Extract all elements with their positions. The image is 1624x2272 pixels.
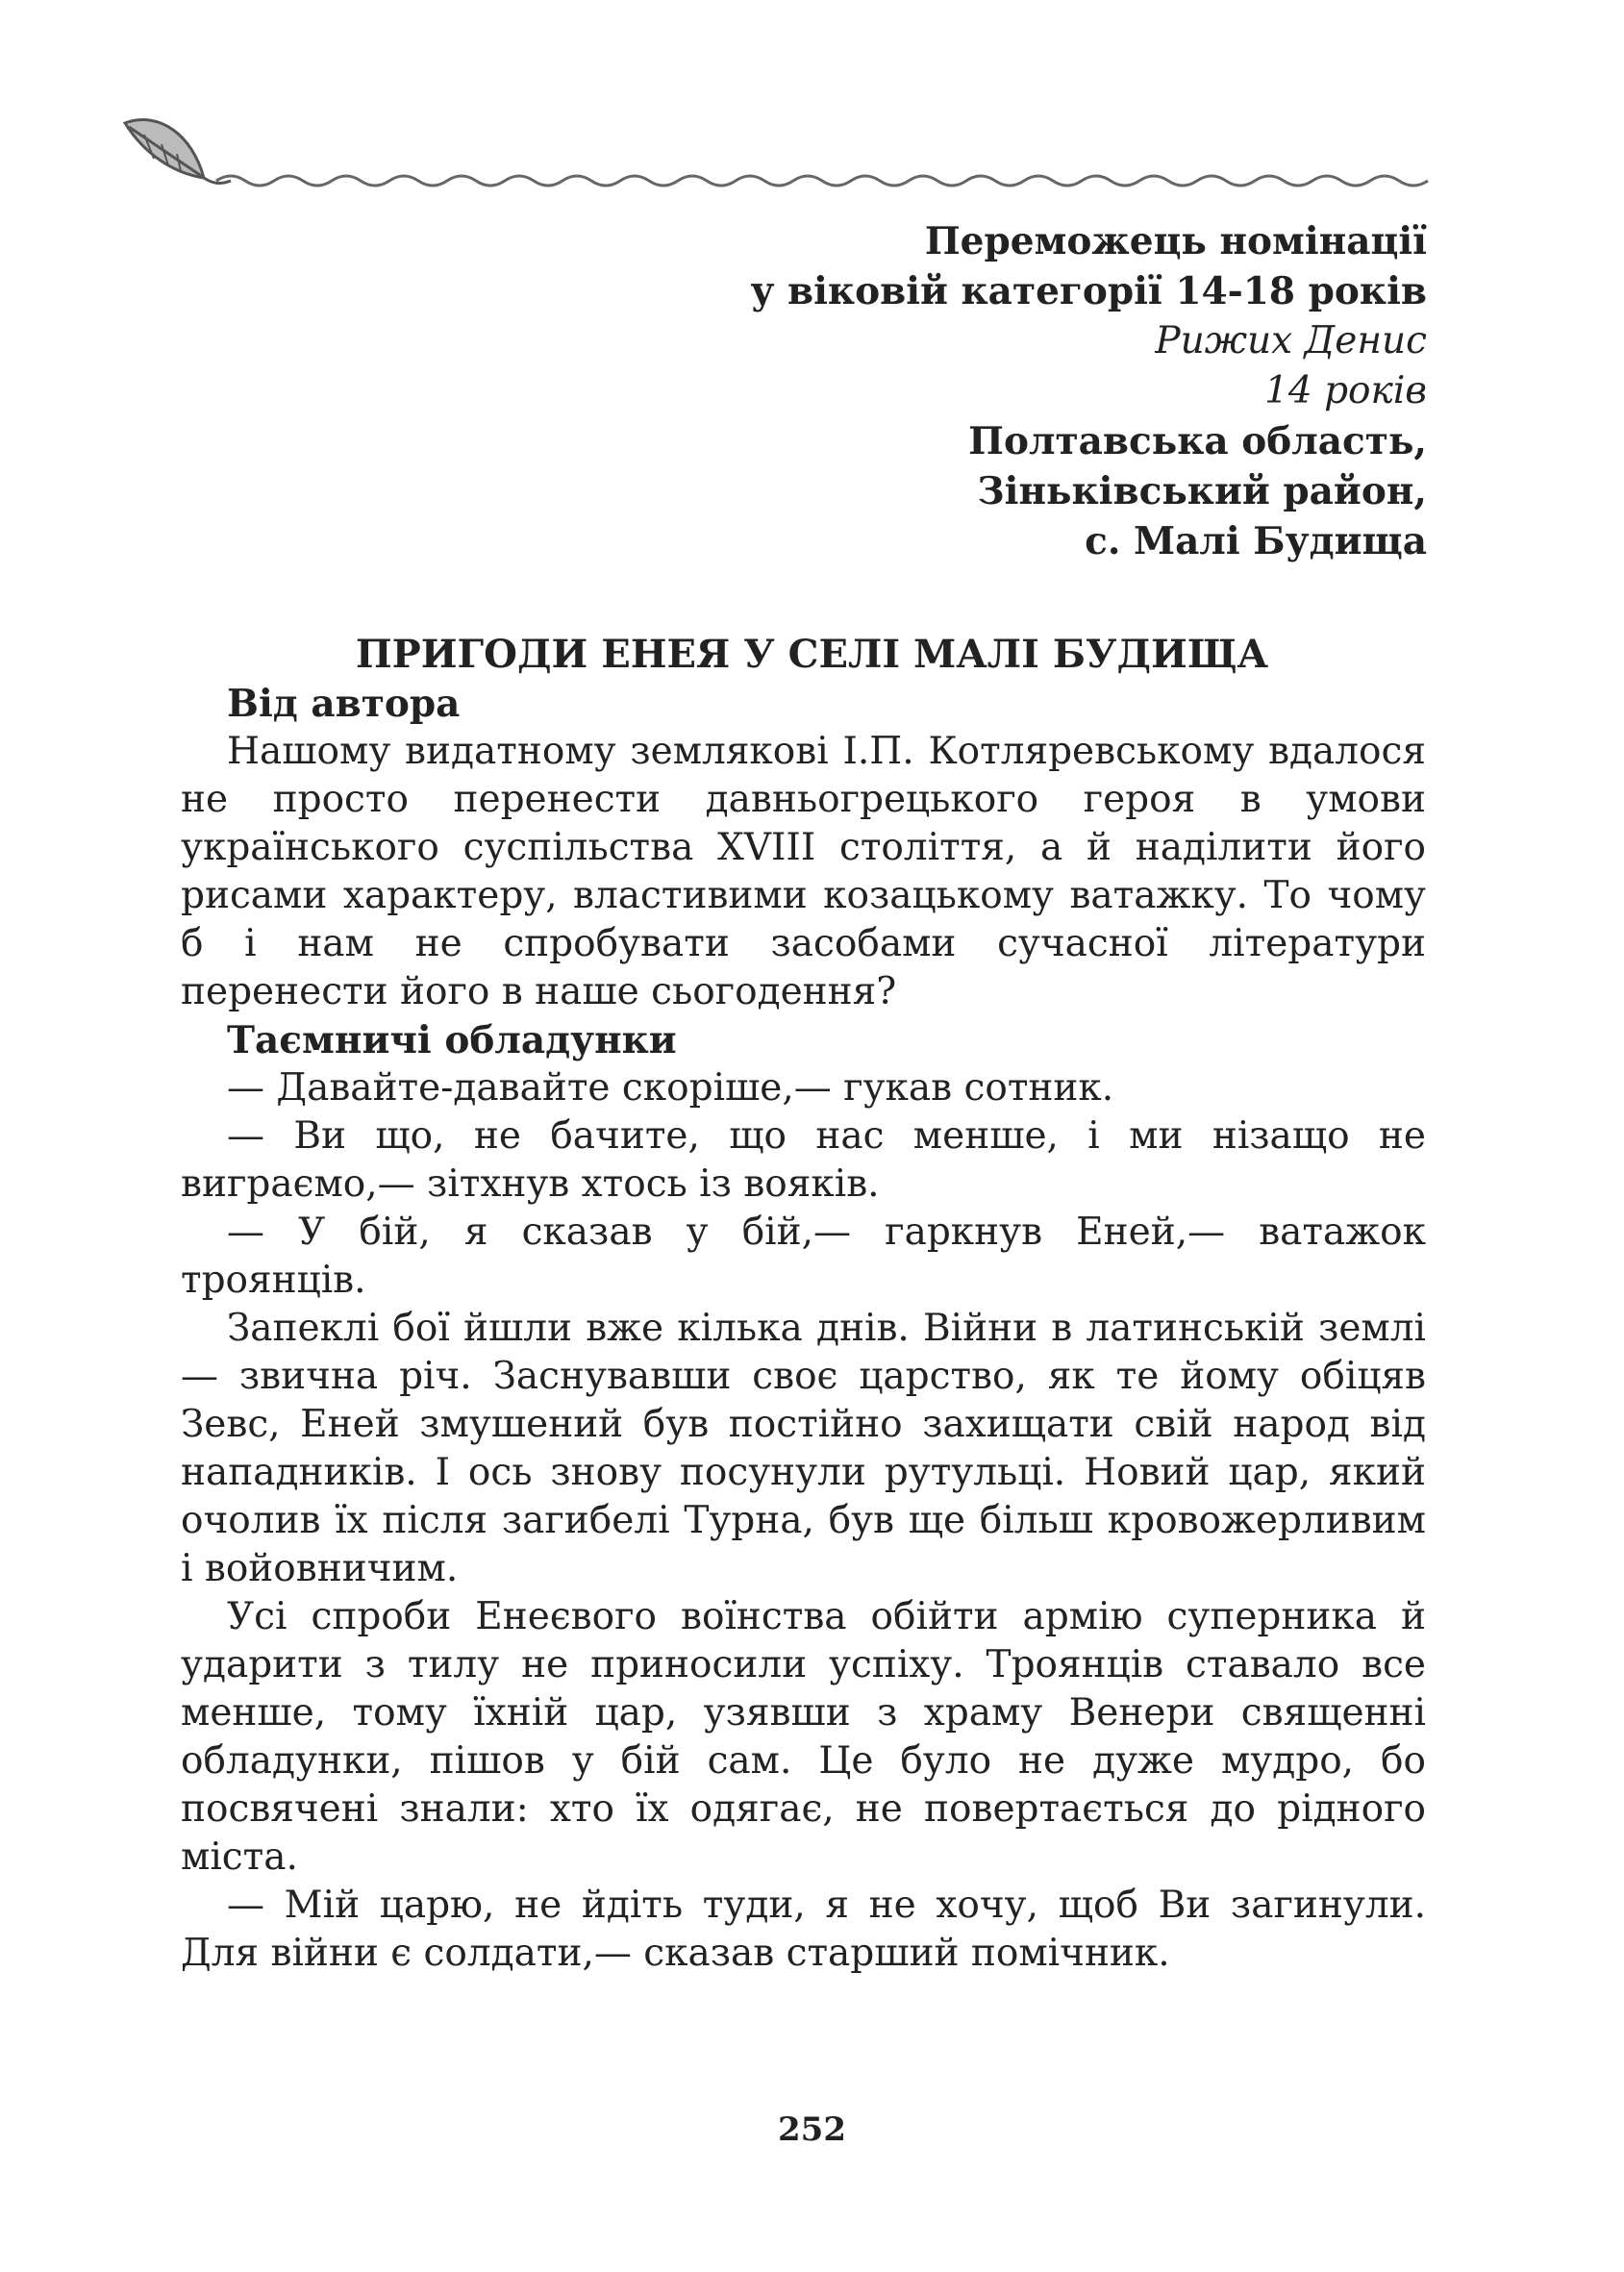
page-number: 252 xyxy=(778,2110,846,2149)
wavy-line xyxy=(216,176,1428,186)
story-title: ПРИГОДИ ЕНЕЯ У СЕЛІ МАЛІ БУДИЩА xyxy=(355,632,1269,677)
dialogue-line: — У бій, я сказав у бій,— гаркнув Еней,— ватажок троянців. xyxy=(181,1211,1426,1302)
story-body xyxy=(181,680,1426,1978)
author-district: Зіньківський район, xyxy=(977,469,1427,513)
dialogue-line: — Давайте-давайте скоріше,— гукав сотник. xyxy=(227,1066,1114,1110)
dialogue-line: — Ви що, не бачите, що нас менше, і ми нізащо не виграємо,— зітхнув хтось із вояків. xyxy=(181,1114,1426,1206)
chapter-heading: Таємничі обладунки xyxy=(227,1018,677,1062)
feather-icon xyxy=(125,120,231,184)
nomination-line: Переможець номінації xyxy=(924,219,1427,263)
narrative-paragraph: Усі спроби Енеєвого воїнства обійти армію суперника й ударити з тилу не приносили успіху. Троянців ставало все менше, тому їхній цар, узявши з храму Венери священні обладунки, пішов у бій сам. Це було не дуже мудро, бо посвячені знали: хто їх одягає, не повертається до рідного міста. xyxy=(181,1595,1426,1879)
feather-wave-ornament xyxy=(115,106,1433,202)
dialogue-line: — Мій царю, не йдіть туди, я не хочу, щоб Ви загинули. Для війни є солдати,— сказав старший помічник. xyxy=(181,1884,1426,1975)
author-name: Рижих Денис xyxy=(1155,319,1427,362)
author-region: Полтавська область, xyxy=(968,419,1427,463)
author-note-heading: Від автора xyxy=(227,682,461,726)
author-village: с. Малі Будища xyxy=(1085,519,1427,563)
age-category-line: у віковій категорії 14-18 років xyxy=(750,269,1427,313)
narrative-paragraph: Запеклі бої йшли вже кілька днів. Війни в латинській землі— звична річ. Заснувавши своє царство, як те йому обіцяв Зевс, Еней змушений був постійно захищати свій народ від нападників. І ось знову посунули рутульці. Новий цар, який очолив їх після загибелі Турна, був ще більш кровожерливим і войовничим. xyxy=(181,1307,1426,1590)
author-age: 14 років xyxy=(1264,369,1427,412)
author-note-text: Нашому видатному землякові І.П. Котляревському вдалося не просто перенести давньогрецького героя в умови українського суспільства XVIII століття, а й наділити його рисами характеру, властивими козацькому ватажку. То чому б і нам не спробувати засобами сучасної літератури перенести його в наше сьогодення? xyxy=(181,730,1426,1013)
author-info xyxy=(750,216,1427,566)
